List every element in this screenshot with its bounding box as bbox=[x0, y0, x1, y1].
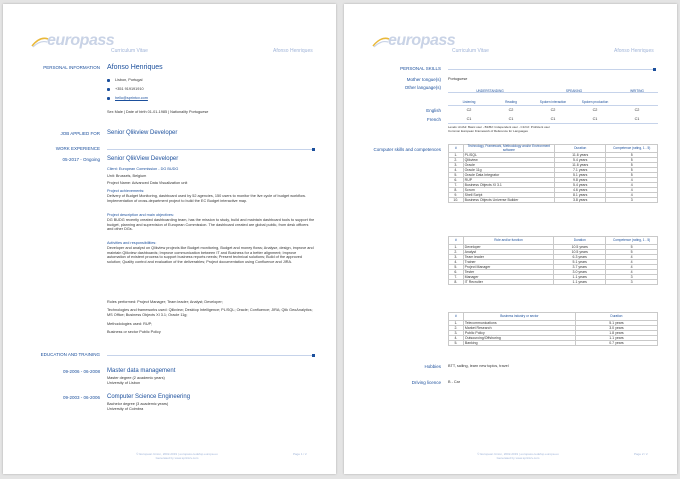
doc-type: Curriculum Vitae bbox=[452, 48, 489, 54]
tech-row-cell: PL/SQL bbox=[463, 153, 554, 158]
role-row bbox=[449, 280, 658, 285]
role-row-cell: 6. bbox=[449, 270, 464, 275]
levels-note: Levels: A1/A2: Basic user - B1/B2: Independent user - C1/C2: Proficient user bbox=[448, 125, 550, 129]
tech-row-cell: 4 bbox=[606, 178, 658, 183]
lang-1-reading: C2 bbox=[508, 108, 514, 112]
personal-info-heading: PERSONAL INFORMATION bbox=[43, 65, 100, 70]
cv-page-1 bbox=[3, 4, 336, 474]
industry-row-cell: 1. bbox=[449, 321, 464, 326]
role-row-cell: 5 bbox=[606, 245, 658, 250]
tech-row-cell: 9. bbox=[449, 193, 464, 198]
education-rule-marker bbox=[312, 354, 315, 357]
work-title: Senior QlikView Developer bbox=[107, 156, 179, 162]
role-row-cell: 4 bbox=[606, 270, 658, 275]
tech-table-header bbox=[449, 145, 658, 153]
activities-heading: Activities and responsibilities: bbox=[107, 241, 157, 245]
tech-row-cell: 5 bbox=[606, 173, 658, 178]
lang-rule-mid bbox=[448, 105, 658, 106]
tech-row-cell: 3.8 years bbox=[555, 198, 606, 203]
tech-row-cell: Shell Script bbox=[463, 193, 554, 198]
tech-row-cell: 5 bbox=[606, 163, 658, 168]
industry-row-cell: 0.7 years bbox=[575, 341, 657, 346]
achievements-text: Delivery of Budget Monitoring, dashboard used by 52 agencies, 150 users to monitor the live cycle of budget workflow. Implementation of cross-department project to build the EC Budget interactive map. bbox=[107, 194, 306, 203]
tech-row-cell: 2. bbox=[449, 158, 464, 163]
industry-row-cell: 1.1 years bbox=[575, 336, 657, 341]
industry-row-cell: 2. bbox=[449, 326, 464, 331]
role-row-cell: Project Manager bbox=[463, 265, 554, 270]
lang-2-listening: C1 bbox=[466, 117, 472, 121]
role-row-cell: 5.1 years bbox=[554, 260, 606, 265]
tech-row-cell: 11.6 years bbox=[555, 163, 606, 168]
mother-tongue-label: Mother tongue(s) bbox=[406, 77, 441, 82]
cefr-note: Common European Framework of Reference for Languages bbox=[448, 129, 528, 133]
tech-h-num: # bbox=[449, 145, 464, 153]
edu-1-school: University of Lisbon bbox=[107, 381, 141, 385]
edu-1-dates: 09-2006 - 06-2008 bbox=[62, 369, 100, 374]
role-row-cell: 1.1 years bbox=[554, 275, 606, 280]
role-row-cell: 5. bbox=[449, 265, 464, 270]
header-person: Afonso Henriques bbox=[273, 48, 313, 54]
roles-performed: Roles performed: Project Manager; Team leader; Analyst; Developer; bbox=[107, 300, 223, 304]
role-row-cell: 7. bbox=[449, 275, 464, 280]
edu-1-degree: Master degree (2 academic years) bbox=[107, 376, 165, 380]
edu-2-title: Computer Science Engineering bbox=[107, 394, 191, 400]
hobbies-value: BTT, sailing, learn new topics, travel bbox=[448, 364, 509, 368]
speaking-header: SPEAKING bbox=[565, 89, 583, 93]
lang-1-name: English bbox=[426, 108, 441, 113]
tech-row-cell: 3 bbox=[606, 198, 658, 203]
industry-row-cell: 3.0 years bbox=[575, 326, 657, 331]
role-row-cell: 1.1 years bbox=[554, 280, 606, 285]
role-row-cell: Analyst bbox=[463, 250, 554, 255]
achievements-heading: Project achievements: bbox=[107, 189, 145, 193]
edu-2-degree: Bachelor degree (3 academic years) bbox=[107, 402, 169, 406]
role-row-cell: 3 bbox=[606, 275, 658, 280]
lang-1-writing: C2 bbox=[634, 108, 640, 112]
tech-row-cell: 7.1 years bbox=[555, 168, 606, 173]
industry-row-cell: Telecommunications bbox=[463, 321, 575, 326]
address: Lisbon, Portugal bbox=[115, 78, 143, 82]
role-h-name: Role and/or function bbox=[463, 237, 554, 245]
role-row-cell: 4. bbox=[449, 260, 464, 265]
tech-row-cell: 5.1 years bbox=[555, 173, 606, 178]
edu-1-title: Master data management bbox=[107, 368, 176, 374]
tech-row-cell: 8. bbox=[449, 188, 464, 193]
work-rule-marker bbox=[312, 148, 315, 151]
footer-copyright: © European Union, 2002-2019 | europass.cedefop.europa.eu bbox=[477, 452, 559, 456]
logo-text: europass bbox=[388, 32, 456, 49]
tech-row-cell: 9.8 years bbox=[555, 178, 606, 183]
tech-row-cell: Business Objects Universe Builder bbox=[463, 198, 554, 203]
tech-row-cell: RUP bbox=[463, 178, 554, 183]
industry-row-cell: Outsourcing/Offshoring bbox=[463, 336, 575, 341]
description-text: DG BUDG recently created dashboarding team, has the mission to study, build and maintain dashboard tools to support the budget, planning and supervision of European Commission. The dashboard created are global public, from desk officers and other DGs. bbox=[107, 218, 315, 232]
edu-2-school: University of Coimbra bbox=[107, 407, 144, 411]
role-row-cell: Trainer bbox=[463, 260, 554, 265]
lang-2-spoken-interaction: C1 bbox=[550, 117, 556, 121]
lang-rule-bottom bbox=[448, 123, 658, 124]
work-rule bbox=[107, 149, 312, 150]
industry-row-cell: Banking bbox=[463, 341, 575, 346]
tech-row-cell: 5 bbox=[606, 168, 658, 173]
lang-2-reading: C1 bbox=[508, 117, 514, 121]
industry-row-cell: Market Research bbox=[463, 326, 575, 331]
header-person: Afonso Henriques bbox=[614, 48, 654, 54]
edu-2-dates: 09-2003 - 06-2006 bbox=[62, 395, 100, 400]
mother-tongue-value: Portuguese bbox=[448, 77, 468, 81]
industry-h-num: # bbox=[449, 313, 464, 321]
role-row-cell: 10.5 years bbox=[554, 250, 606, 255]
role-row-cell: 4 bbox=[606, 255, 658, 260]
europass-logo bbox=[29, 32, 115, 54]
lang-2-name: French bbox=[426, 117, 441, 122]
role-row-cell: 8. bbox=[449, 280, 464, 285]
work-dates: 05-2017 - Ongoing bbox=[62, 157, 100, 162]
understanding-header: UNDERSTANDING bbox=[476, 89, 504, 93]
footer-copyright: © European Union, 2002-2019 | europass.cedefop.europa.eu bbox=[136, 452, 218, 456]
industry-row-cell: 1.8 years bbox=[575, 331, 657, 336]
role-h-competence: Competence (rating, 1 - 5) bbox=[606, 237, 658, 245]
personal-skills-heading: PERSONAL SKILLS bbox=[400, 66, 441, 71]
sex-birth-nationality: Sex Male | Date of birth 01-01-1985 | Nationality Portuguese bbox=[107, 110, 209, 114]
job-applied-title: Senior Qlikview Developer bbox=[107, 130, 178, 136]
role-row-cell: 5 bbox=[606, 250, 658, 255]
role-row-cell: Tester bbox=[463, 270, 554, 275]
page-number-1: Page 1 / 2 bbox=[293, 452, 307, 456]
tech-row-cell: 10. bbox=[449, 198, 464, 203]
tech-h-name: Technology, Framework, Methodology and/or Environment software bbox=[463, 145, 554, 153]
tech-row-cell: 4. bbox=[449, 168, 464, 173]
tech-row-cell: Business Objects XI 3.1 bbox=[463, 183, 554, 188]
work-client: Client: European Commission - DG BUDG bbox=[107, 167, 179, 171]
tech-row-cell: Scrum bbox=[463, 188, 554, 193]
role-row-cell: Developer bbox=[463, 245, 554, 250]
role-h-duration: Duration bbox=[554, 237, 606, 245]
role-row-cell: 4 bbox=[606, 260, 658, 265]
other-languages-label: Other language(s) bbox=[404, 85, 441, 90]
writing-header: WRITING bbox=[630, 89, 644, 93]
industry-row-cell: Public Policy bbox=[463, 331, 575, 336]
phone-icon bbox=[107, 88, 110, 91]
business-sector: Business or sector Public Policy bbox=[107, 330, 161, 334]
methodologies-used: Methodologies used: RUP; bbox=[107, 322, 153, 326]
tech-row-cell: 7. bbox=[449, 183, 464, 188]
tech-row-cell: 3. bbox=[449, 163, 464, 168]
page-number-2: Page 2 / 2 bbox=[634, 452, 648, 456]
role-row-cell: 3. bbox=[449, 255, 464, 260]
tech-row-cell: 5 bbox=[606, 153, 658, 158]
tech-h-competence: Competence (rating, 1 - 5) bbox=[606, 145, 658, 153]
driving-licence-value: B - Car bbox=[448, 380, 461, 384]
reading-header: Reading bbox=[505, 100, 517, 104]
footer-generated: Generated by www.sprintcv.com bbox=[155, 456, 199, 460]
industry-table-header bbox=[449, 313, 658, 321]
role-row-cell: 10.5 years bbox=[554, 245, 606, 250]
tech-row-cell: Oracle bbox=[463, 163, 554, 168]
computer-skills-label: Computer skills and competences bbox=[373, 147, 441, 152]
industry-row bbox=[449, 341, 658, 346]
education-heading: EDUCATION AND TRAINING bbox=[40, 352, 100, 357]
lang-2-writing: C1 bbox=[634, 117, 640, 121]
role-row-cell: Team leader bbox=[463, 255, 554, 260]
role-row-cell: Manager bbox=[463, 275, 554, 280]
role-row-cell: 2. bbox=[449, 250, 464, 255]
tech-row-cell: Qlikview bbox=[463, 158, 554, 163]
work-experience-heading: WORK EXPERIENCE bbox=[55, 146, 100, 151]
email-link[interactable]: hello@sprintcv.com bbox=[115, 96, 148, 100]
role-table-header bbox=[449, 237, 658, 245]
role-row-cell: 3.0 years bbox=[554, 270, 606, 275]
skills-rule bbox=[448, 69, 653, 70]
role-row-cell: IT Recruiter bbox=[463, 280, 554, 285]
tech-row-cell: 5.4 years bbox=[555, 183, 606, 188]
tech-row-cell: 5. bbox=[449, 173, 464, 178]
role-row-cell: 6.3 years bbox=[554, 255, 606, 260]
tech-row-cell: 1. bbox=[449, 153, 464, 158]
hobbies-label: Hobbies bbox=[424, 364, 441, 369]
europass-logo bbox=[370, 32, 456, 54]
tech-row-cell: 4 bbox=[606, 183, 658, 188]
logo-text: europass bbox=[47, 32, 115, 49]
role-row-cell: 4 bbox=[606, 265, 658, 270]
tech-row-cell: 11.6 years bbox=[555, 153, 606, 158]
industry-h-name: Business industry or sector bbox=[463, 313, 575, 321]
lang-2-spoken-production: C1 bbox=[592, 117, 598, 121]
email-icon bbox=[107, 97, 110, 100]
industry-row-cell: 5. bbox=[449, 341, 464, 346]
tech-row-cell: 6. bbox=[449, 178, 464, 183]
role-row-cell: 3 bbox=[606, 280, 658, 285]
role-table bbox=[448, 236, 658, 285]
listening-header: Listening bbox=[462, 100, 476, 104]
work-location: Unit: Brussels, Belgium bbox=[107, 174, 147, 178]
tech-table bbox=[448, 144, 658, 203]
industry-row-cell: 3. bbox=[449, 331, 464, 336]
tech-row-cell: 5.4 years bbox=[555, 158, 606, 163]
role-row-cell: 1. bbox=[449, 245, 464, 250]
activities-text: Developer and analyst on Qlikview projects like Budget monitoring, Budget and money flows; Analyse, design, improve and maintain Qlikview dashboards; Improve communication between IT and Business for a better alignment; Improve automation of existent process to support business reports needs; Present technical solutions; Build of the approved solution; Quality control and evaluation of the deliverables; Project documentation using Confluence and JIRA. bbox=[107, 246, 314, 264]
job-applied-heading: JOB APPLIED FOR bbox=[60, 131, 100, 136]
role-h-num: # bbox=[449, 237, 464, 245]
work-project-name: Project Name: Advanced Data Visualization unit bbox=[107, 181, 188, 185]
location-icon bbox=[107, 79, 110, 82]
spoken-interaction-header: Spoken interaction bbox=[539, 100, 567, 104]
technologies-used: Technologies and frameworks used: Qlikview; Desktop Intelligence; PL/SQL; Oracle; Confluence; JIRA; Qlik GeoAnalytics; MS Office; Business Objects XI 3.1; Oracle 11g; bbox=[107, 308, 313, 317]
industry-table bbox=[448, 312, 658, 346]
skills-rule-marker bbox=[653, 68, 656, 71]
tech-row-cell: Oracle 11g bbox=[463, 168, 554, 173]
tech-row-cell: 8.1 years bbox=[555, 193, 606, 198]
education-rule bbox=[107, 355, 312, 356]
tech-row-cell: 5 bbox=[606, 158, 658, 163]
industry-row-cell: 5.1 years bbox=[575, 321, 657, 326]
tech-row bbox=[449, 198, 658, 203]
industry-h-duration: Duration bbox=[575, 313, 657, 321]
phone: +351 919191910 bbox=[115, 87, 144, 91]
driving-licence-label: Driving licence bbox=[411, 380, 441, 385]
cv-page-2 bbox=[344, 4, 677, 474]
tech-row-cell: 4.6 years bbox=[555, 188, 606, 193]
industry-row-cell: 4. bbox=[449, 336, 464, 341]
person-name: Afonso Henriques bbox=[107, 64, 163, 71]
doc-type: Curriculum Vitae bbox=[111, 48, 148, 54]
tech-row-cell: 4 bbox=[606, 193, 658, 198]
tech-row-cell: Oracle Data Integrator bbox=[463, 173, 554, 178]
lang-1-spoken-interaction: C2 bbox=[550, 108, 556, 112]
role-row-cell: 3.7 years bbox=[554, 265, 606, 270]
lang-1-spoken-production: C2 bbox=[592, 108, 598, 112]
spoken-production-header: Spoken production bbox=[581, 100, 609, 104]
tech-h-duration: Duration bbox=[555, 145, 606, 153]
footer-generated: Generated by www.sprintcv.com bbox=[496, 456, 540, 460]
tech-row-cell: 4 bbox=[606, 188, 658, 193]
lang-1-listening: C2 bbox=[466, 108, 472, 112]
description-heading: Project description and main objectives: bbox=[107, 213, 174, 217]
